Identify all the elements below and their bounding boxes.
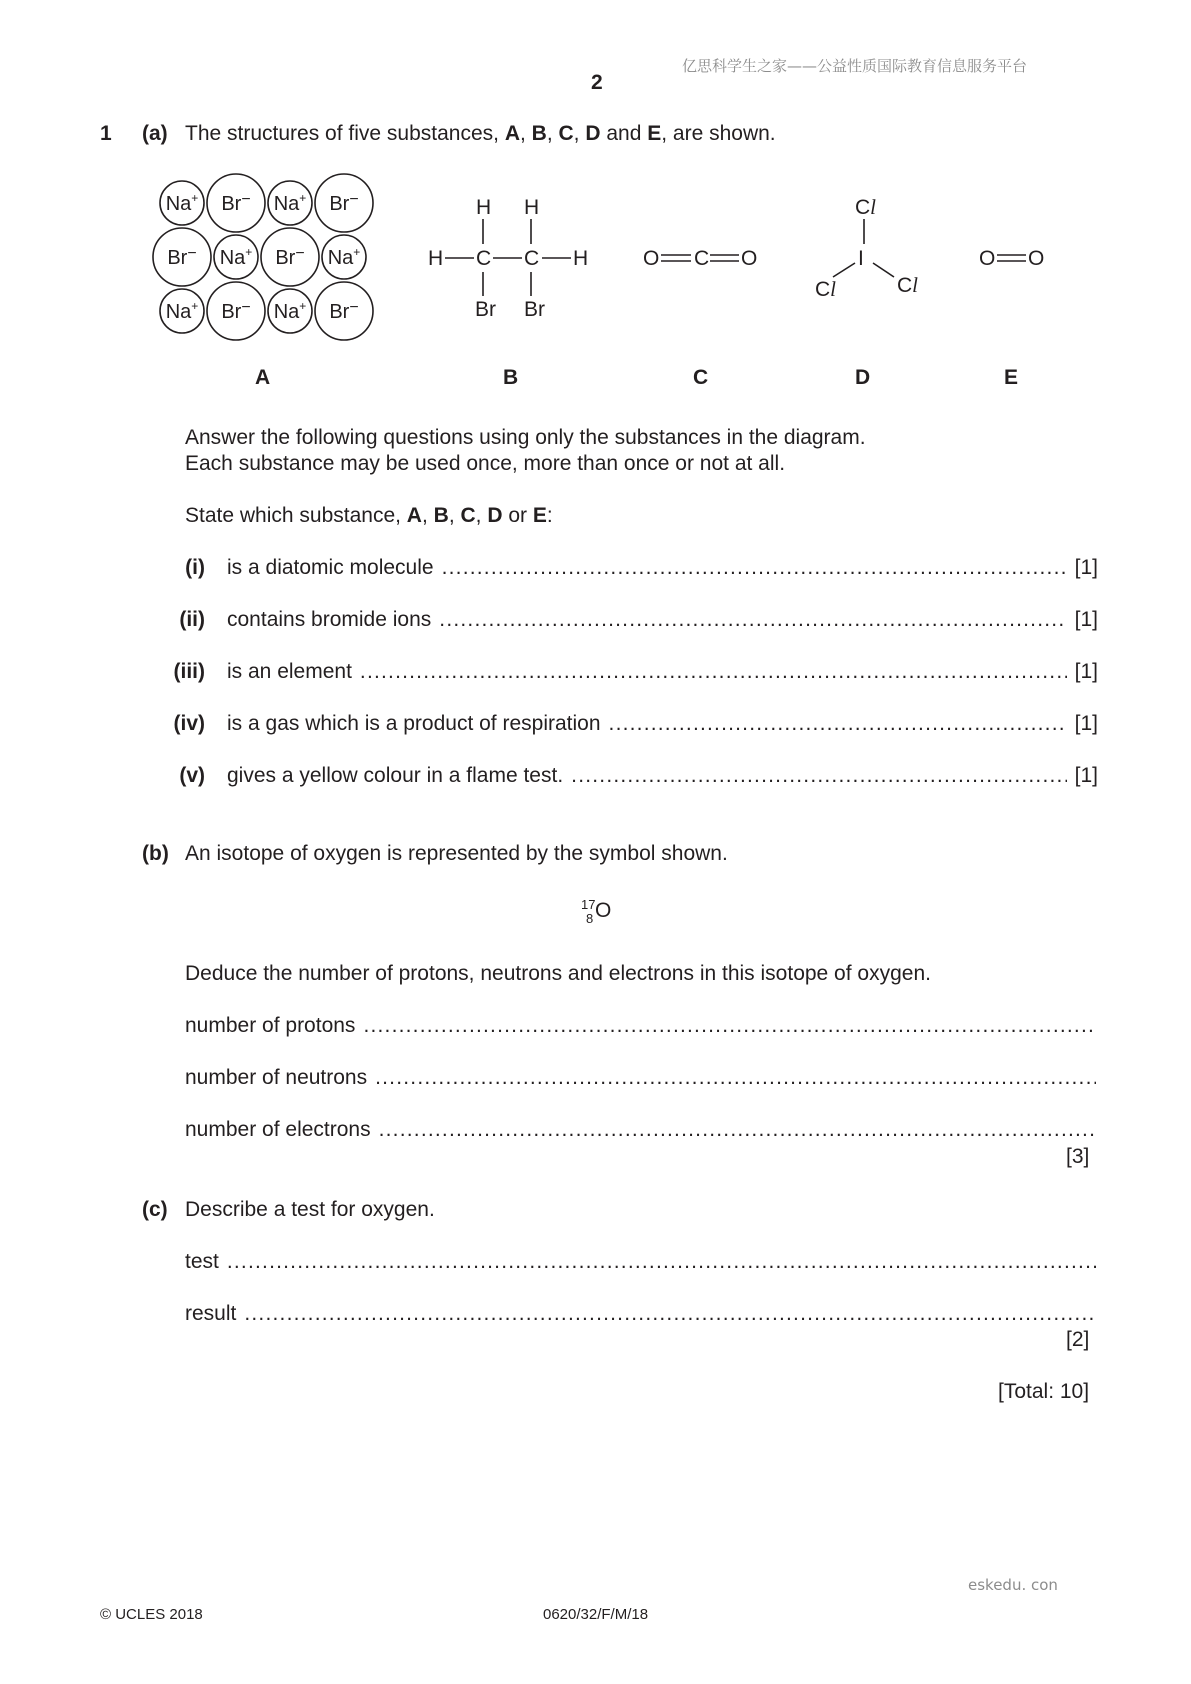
mass-number: 17 [581, 897, 596, 912]
answer-dots[interactable] [379, 1117, 1096, 1143]
item-text: gives a yellow colour in a flame test. [227, 764, 564, 787]
paper-code: 0620/32/F/M/18 [543, 1606, 649, 1623]
question-number: 1 [100, 122, 112, 145]
test-answer-line[interactable] [185, 1249, 1096, 1275]
part-b-instruction: Deduce the number of protons, neutrons and electrons in this isotope of oxygen. [185, 962, 931, 985]
structures-diagram [0, 0, 1191, 400]
atom-c: C [476, 247, 492, 270]
answer-dots[interactable] [227, 1249, 1096, 1275]
mark: [1] [1074, 660, 1098, 683]
copyright: © UCLES 2018 [100, 1606, 203, 1623]
atom-cl: Cl [815, 277, 837, 301]
neutrons-answer-line[interactable] [185, 1065, 1096, 1091]
answer-dots[interactable] [244, 1301, 1096, 1327]
structure-b-bonds [445, 219, 571, 296]
bromide-ion-label: Br− [221, 299, 251, 323]
mark: [1] [1074, 608, 1098, 631]
atom-o: O [643, 247, 660, 270]
answer-line-v[interactable] [227, 763, 1098, 789]
item-number: (iii) [173, 660, 205, 683]
item-text: contains bromide ions [227, 608, 432, 631]
line-label: number of neutrons [185, 1066, 368, 1089]
item-number: (iv) [173, 712, 205, 735]
item-text: is an element [227, 660, 352, 683]
item-number: (v) [179, 764, 205, 787]
total-mark: [Total: 10] [998, 1380, 1090, 1403]
part-b-intro: An isotope of oxygen is represented by the symbol shown. [185, 842, 728, 865]
structure-d [815, 195, 918, 301]
atom-i: I [858, 247, 864, 270]
atom-h: H [476, 196, 492, 219]
atom-cl: Cl [855, 195, 877, 219]
mark: [1] [1074, 556, 1098, 579]
bromide-ion-label: Br− [167, 245, 197, 269]
answer-line-iv[interactable] [227, 711, 1098, 737]
sodium-ion-label: Na+ [165, 191, 199, 215]
atom-h: H [428, 247, 444, 270]
atom-c: C [524, 247, 540, 270]
sodium-ion-label: Na+ [273, 191, 307, 215]
part-b-mark: [3] [1066, 1145, 1090, 1168]
nabr-lattice-labels [166, 191, 361, 323]
part-c-mark: [2] [1066, 1328, 1090, 1351]
structure-labels [255, 366, 1018, 389]
part-c-label: (c) [142, 1198, 168, 1221]
structure-e [979, 247, 1044, 270]
bromide-ion-label: Br− [221, 191, 251, 215]
sodium-ion-label: Na+ [219, 245, 253, 269]
answer-line-i[interactable] [227, 555, 1098, 581]
label-b: B [503, 366, 519, 389]
answer-dots[interactable] [571, 763, 1066, 789]
item-text: is a gas which is a product of respiration [227, 712, 601, 735]
structure-c [643, 247, 757, 270]
line-label: test [185, 1250, 219, 1273]
answer-line-ii[interactable] [227, 607, 1098, 633]
atom-cl: Cl [897, 273, 919, 297]
part-c-intro: Describe a test for oxygen. [185, 1198, 435, 1221]
bromide-ion-label: Br− [275, 245, 305, 269]
atom-h: H [524, 196, 540, 219]
atom-h: H [573, 247, 589, 270]
label-c: C [693, 366, 709, 389]
structure-e-bonds [997, 255, 1026, 261]
answer-dots[interactable] [360, 659, 1067, 685]
answer-line-iii[interactable] [227, 659, 1098, 685]
result-answer-line[interactable] [185, 1301, 1096, 1327]
line-label: number of electrons [185, 1118, 371, 1141]
line-label: result [185, 1302, 237, 1325]
electrons-answer-line[interactable] [185, 1117, 1096, 1143]
instruction-2: Each substance may be used once, more than once or not at all. [185, 452, 786, 475]
answer-dots[interactable] [439, 607, 1066, 633]
isotope-symbol [581, 898, 621, 928]
item-text: is a diatomic molecule [227, 556, 434, 579]
atomic-number: 8 [586, 911, 594, 926]
bromide-ion-label: Br− [329, 299, 359, 323]
mark: [1] [1074, 712, 1098, 735]
mark: [1] [1074, 764, 1098, 787]
label-d: D [855, 366, 871, 389]
atom-br: Br [475, 298, 496, 321]
line-label: number of protons [185, 1014, 356, 1037]
instruction-1: Answer the following questions using only the substances in the diagram. [185, 426, 866, 449]
page-number: 2 [591, 71, 603, 94]
atom-o: O [741, 247, 758, 270]
protons-answer-line[interactable] [185, 1013, 1096, 1039]
sodium-ion-label: Na+ [327, 245, 361, 269]
answer-dots[interactable] [375, 1065, 1096, 1091]
answer-dots[interactable] [363, 1013, 1096, 1039]
label-a: A [255, 366, 271, 389]
atom-c: C [694, 247, 710, 270]
atom-br: Br [524, 298, 545, 321]
state-instruction: State which substance, A, B, C, D or E: [185, 504, 553, 527]
answer-dots[interactable] [442, 555, 1067, 581]
part-a-intro: The structures of five substances, A, B, C, D and E, are shown. [185, 122, 776, 145]
element-symbol: O [595, 899, 612, 922]
atom-o: O [1028, 247, 1045, 270]
atom-o: O [979, 247, 996, 270]
part-a-label: (a) [142, 122, 168, 145]
sodium-ion-label: Na+ [165, 299, 199, 323]
part-b-label: (b) [142, 842, 169, 865]
watermark-top: 亿思科学生之家——公益性质国际教育信息服务平台 [682, 57, 1028, 75]
item-number: (i) [185, 556, 205, 579]
answer-dots[interactable] [609, 711, 1067, 737]
sodium-ion-label: Na+ [273, 299, 307, 323]
item-number: (ii) [179, 608, 205, 631]
bromide-ion-label: Br− [329, 191, 359, 215]
watermark-bottom: eskedu. con [968, 1576, 1058, 1594]
label-e: E [1004, 366, 1019, 389]
